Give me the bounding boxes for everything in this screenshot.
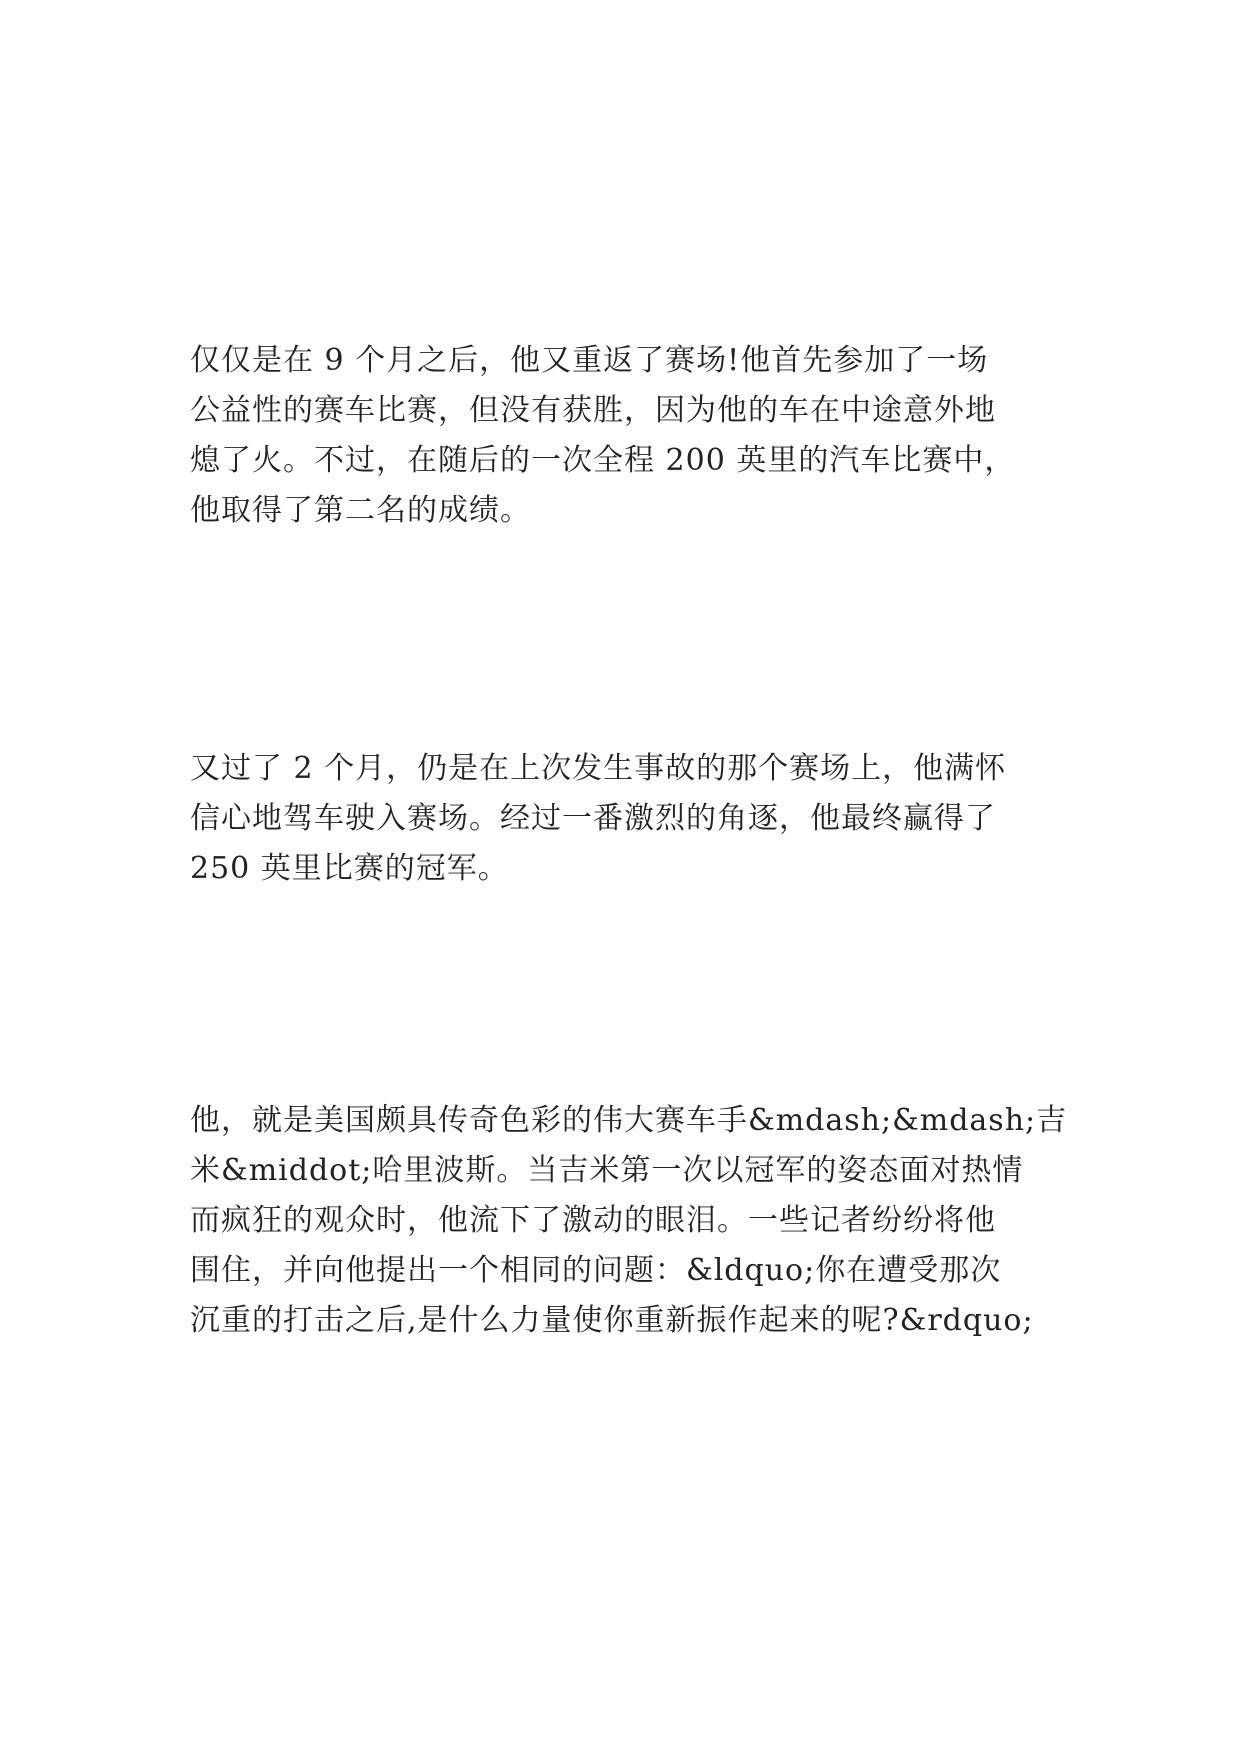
text-line: 又过了 2 个月，仍是在上次发生事故的那个赛场上，他满怀: [190, 751, 1007, 786]
text-line: 信心地驾车驶入赛场。经过一番激烈的角逐，他最终赢得了: [190, 801, 996, 836]
text-line: 250 英里比赛的冠军。: [190, 851, 509, 886]
text-line: 而疯狂的观众时，他流下了激动的眼泪。一些记者纷纷将他: [190, 1203, 996, 1238]
text-line: 熄了火。不过，在随后的一次全程 200 英里的汽车比赛中，: [190, 443, 1016, 478]
text-line: 他取得了第二名的成绩。: [190, 493, 531, 528]
text-line: 围住，并向他提出一个相同的问题：&ldquo;你在遭受那次: [190, 1253, 1002, 1288]
text-line: 仅仅是在 9 个月之后，他又重返了赛场!他首先参加了一场: [190, 343, 989, 378]
text-line: 沉重的打击之后,是什么力量使你重新振作起来的呢?&rdquo;: [190, 1303, 1034, 1338]
text-line: 公益性的赛车比赛，但没有获胜，因为他的车在中途意外地: [190, 393, 996, 428]
text-line: 他，就是美国颇具传奇色彩的伟大赛车手&mdash;&mdash;吉: [190, 1103, 1068, 1138]
paragraph-2: [190, 744, 1060, 894]
paragraph-1: [190, 336, 1060, 536]
paragraph-3: [190, 1096, 1068, 1346]
text-line: 米&middot;哈里波斯。当吉米第一次以冠军的姿态面对热情: [190, 1153, 1024, 1188]
